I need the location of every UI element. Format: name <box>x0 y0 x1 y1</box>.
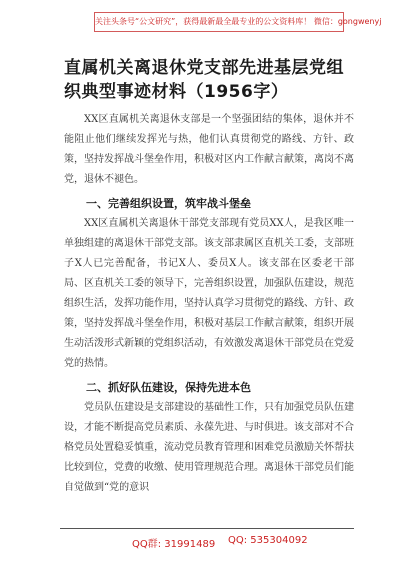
section-2-paragraph: 党员队伍建设是支部建设的基础性工作，只有加强党员队伍建设，才能不断提高党员素质、永葆先进、与时俱进。该支部对不合格党员处置稳妥慎重，流动党员教育管理和困难党员激励关怀帮扶比较到位，党费的收缴、使用管理规范合理。离退休干部党员们能自觉做到“党的意识 <box>64 402 354 493</box>
promo-banner[interactable]: 关注头条号“公文研究”，获得最新最全最专业的公文资料库！ 微信：gongwenyj <box>94 12 344 32</box>
section-heading-1: 一、完善组织设置，筑牢战斗堡垒 <box>86 197 251 210</box>
section-1-paragraph: XX区直属机关离退休干部党支部现有党员XX人，是我区唯一单独组建的离退休干部党支部。该支部隶属区直机关工委，支部班子X人已完善配备，书记X人、委员X人。该支部在区委老干部局、区直机关工委的领导下，完善组织设置，加强队伍建设，规范组织生活，发挥功能作用，坚持认真学习贯彻党的路线、方针、政策，坚持发挥战斗堡垒作用，积极对基层工作献言献策，组织开展生动活泼形式新颖的党组织活动，有效激发离退休干部党员在党爱党的热情。 <box>64 218 354 369</box>
document-body <box>64 110 354 498</box>
page-footer <box>60 528 354 551</box>
qq-group-number: QQ群: 31991489 <box>132 539 216 550</box>
section-heading-2: 二、抓好队伍建设，保持先进本色 <box>86 381 251 394</box>
document-title: 直属机关离退休党支部先进基层党组织典型事迹材料（1956字） <box>64 58 344 102</box>
intro-paragraph: XX区直属机关离退休支部是一个坚强团结的集体，退休并不能阻止他们继续发挥光与热，他们认真贯彻党的路线、方针、政策，坚持发挥战斗堡垒作用，积极对区内工作献言献策，离岗不离党，退休不褪色。 <box>64 114 354 185</box>
qq-contact-number: QQ: 535304092 <box>228 535 308 546</box>
